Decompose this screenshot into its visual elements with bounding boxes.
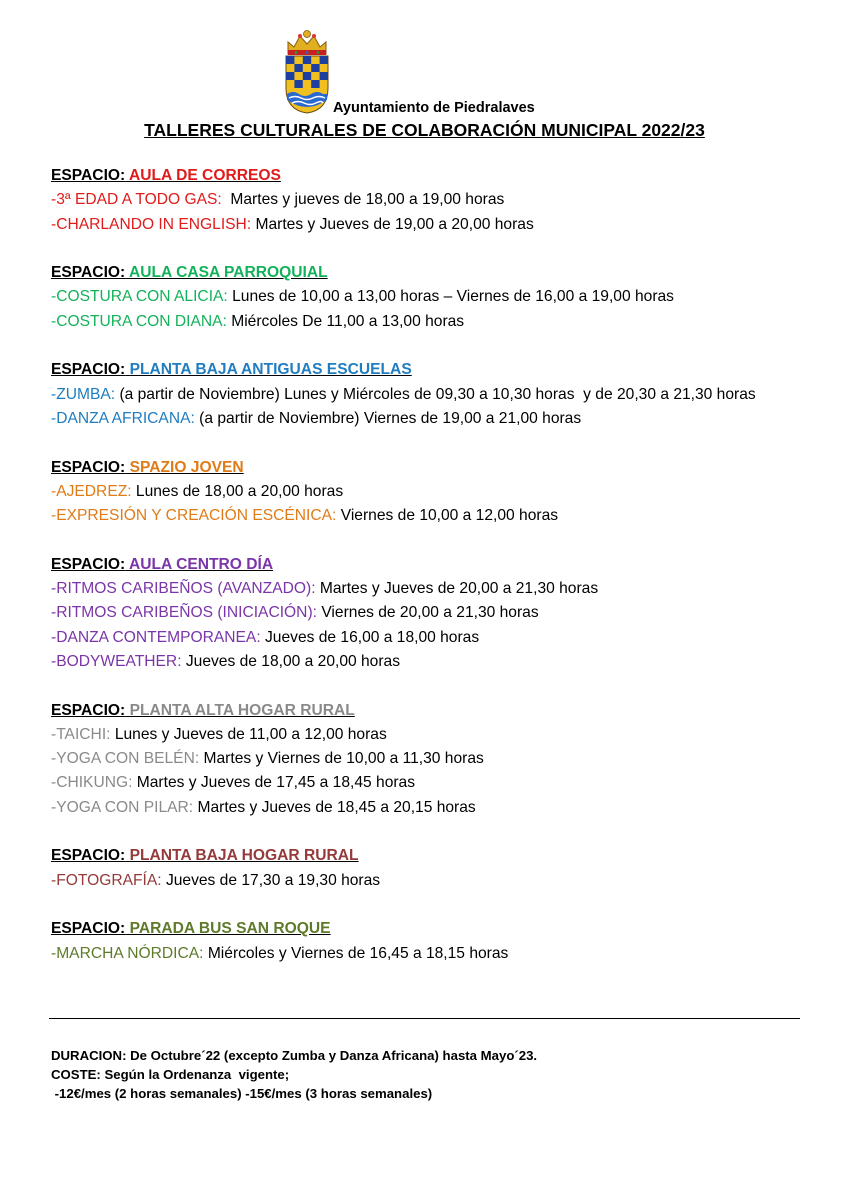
- space-heading: [51, 917, 781, 941]
- coat-of-arms-icon: [283, 28, 331, 114]
- workshop-item: [51, 626, 781, 650]
- prices-text: -12€/mes (2 horas semanales) -15€/mes (3 horas semanales): [51, 1086, 433, 1101]
- workshop-name: -AJEDREZ:: [51, 482, 132, 500]
- space-heading: [51, 699, 781, 723]
- workshop-name: -3ª EDAD A TODO GAS:: [51, 191, 222, 209]
- workshop-name: -DANZA AFRICANA:: [51, 409, 195, 427]
- workshop-sections: [51, 164, 781, 990]
- workshop-schedule: Jueves de 18,00 a 20,00 horas: [181, 652, 401, 670]
- workshop-schedule: Lunes de 10,00 a 13,00 horas – Viernes de 16,00 a 19,00 horas: [227, 288, 674, 306]
- space-name: PLANTA ALTA HOGAR RURAL: [129, 701, 355, 719]
- footer: [51, 1046, 537, 1103]
- workshop-name: -CHARLANDO IN ENGLISH:: [51, 215, 252, 233]
- workshop-item: [51, 601, 781, 625]
- space-label: ESPACIO:: [51, 701, 126, 719]
- space-label: ESPACIO:: [51, 920, 126, 938]
- workshop-schedule: Miércoles De 11,00 a 13,00 horas: [226, 312, 465, 330]
- workshop-item: [51, 771, 781, 795]
- space-heading: [51, 358, 781, 382]
- workshop-schedule: Martes y jueves de 18,00 a 19,00 horas: [221, 191, 505, 209]
- section: [51, 164, 781, 237]
- workshop-name: -ZUMBA:: [51, 385, 116, 403]
- space-name: PARADA BUS SAN ROQUE: [129, 920, 331, 938]
- workshop-schedule: (a partir de Noviembre) Lunes y Miércoles de 09,30 a 10,30 horas y de 20,30 a 21,30 horas: [115, 385, 756, 403]
- workshop-name: -BODYWEATHER:: [51, 652, 182, 670]
- workshop-schedule: Viernes de 20,00 a 21,30 horas: [316, 604, 539, 622]
- space-name: AULA CENTRO DÍA: [129, 555, 274, 573]
- workshop-schedule: Jueves de 16,00 a 18,00 horas: [260, 628, 480, 646]
- space-heading: [51, 261, 781, 285]
- space-name: AULA DE CORREOS: [129, 167, 281, 184]
- workshop-item: [51, 285, 781, 309]
- workshop-item: [51, 504, 781, 528]
- space-heading: [51, 164, 781, 188]
- workshop-name: -YOGA CON PILAR:: [51, 798, 194, 816]
- section: [51, 456, 781, 529]
- workshop-item: [51, 213, 781, 237]
- workshop-item: [51, 942, 781, 966]
- duration-text: DURACION: De Octubre´22 (excepto Zumba y Danza Africana) hasta Mayo´23.: [51, 1048, 538, 1063]
- divider: [49, 1018, 800, 1019]
- section: [51, 844, 781, 893]
- cost-text: COSTE: Según la Ordenanza vigente;: [51, 1067, 290, 1082]
- workshop-schedule: Martes y Viernes de 10,00 a 11,30 horas: [199, 750, 484, 768]
- section: [51, 699, 781, 820]
- workshop-schedule: Viernes de 10,00 a 12,00 horas: [336, 507, 559, 525]
- space-label: ESPACIO:: [51, 555, 126, 573]
- space-name: PLANTA BAJA HOGAR RURAL: [129, 847, 359, 865]
- section: [51, 358, 781, 431]
- workshop-name: -MARCHA NÓRDICA:: [51, 944, 204, 962]
- workshop-name: -TAICHI:: [51, 725, 111, 743]
- workshop-name: -FOTOGRAFÍA:: [51, 871, 162, 889]
- space-name: AULA CASA PARROQUIAL: [129, 264, 328, 282]
- space-label: ESPACIO:: [51, 847, 126, 865]
- workshop-item: [51, 796, 781, 820]
- organization-name: Ayuntamiento de Piedralaves: [333, 100, 535, 116]
- space-label: ESPACIO:: [51, 458, 126, 476]
- workshop-name: -YOGA CON BELÉN:: [51, 750, 200, 768]
- workshop-item: [51, 310, 781, 334]
- workshop-name: -COSTURA CON ALICIA:: [51, 288, 228, 306]
- workshop-schedule: Miércoles y Viernes de 16,45 a 18,15 horas: [203, 944, 509, 962]
- workshop-schedule: Martes y Jueves de 20,00 a 21,30 horas: [315, 580, 599, 598]
- workshop-name: -RITMOS CARIBEÑOS (AVANZADO):: [51, 580, 316, 598]
- workshop-schedule: Martes y Jueves de 17,45 a 18,45 horas: [132, 774, 416, 792]
- space-name: SPAZIO JOVEN: [129, 458, 244, 476]
- space-label: ESPACIO:: [51, 167, 126, 184]
- workshop-item: [51, 188, 781, 212]
- workshop-schedule: Martes y Jueves de 18,45 a 20,15 horas: [193, 798, 476, 816]
- workshop-schedule: Lunes de 18,00 a 20,00 horas: [131, 482, 344, 500]
- workshop-schedule: Martes y Jueves de 19,00 a 20,00 horas: [251, 215, 534, 233]
- section: [51, 917, 781, 966]
- space-name: PLANTA BAJA ANTIGUAS ESCUELAS: [129, 361, 412, 379]
- workshop-item: [51, 383, 781, 407]
- workshop-item: [51, 577, 781, 601]
- page-title: TALLERES CULTURALES DE COLABORACIÓN MUNICIPAL 2022/23: [144, 120, 705, 140]
- workshop-item: [51, 407, 781, 431]
- workshop-name: -DANZA CONTEMPORANEA:: [51, 628, 261, 646]
- workshop-item: [51, 747, 781, 771]
- workshop-item: [51, 480, 781, 504]
- workshop-name: -EXPRESIÓN Y CREACIÓN ESCÉNICA:: [51, 507, 337, 525]
- workshop-schedule: Lunes y Jueves de 11,00 a 12,00 horas: [110, 725, 387, 743]
- workshop-name: -RITMOS CARIBEÑOS (INICIACIÓN):: [51, 604, 317, 622]
- space-heading: [51, 844, 781, 868]
- space-heading: [51, 456, 781, 480]
- workshop-name: -COSTURA CON DIANA:: [51, 312, 227, 330]
- workshop-schedule: Jueves de 17,30 a 19,30 horas: [161, 871, 381, 889]
- space-label: ESPACIO:: [51, 264, 126, 282]
- workshop-schedule: (a partir de Noviembre) Viernes de 19,00 a 21,00 horas: [194, 409, 582, 427]
- section: [51, 261, 781, 334]
- space-heading: [51, 553, 781, 577]
- workshop-item: [51, 650, 781, 674]
- space-label: ESPACIO:: [51, 361, 126, 379]
- workshop-item: [51, 723, 781, 747]
- workshop-item: [51, 869, 781, 893]
- section: [51, 553, 781, 674]
- workshop-name: -CHIKUNG:: [51, 774, 133, 792]
